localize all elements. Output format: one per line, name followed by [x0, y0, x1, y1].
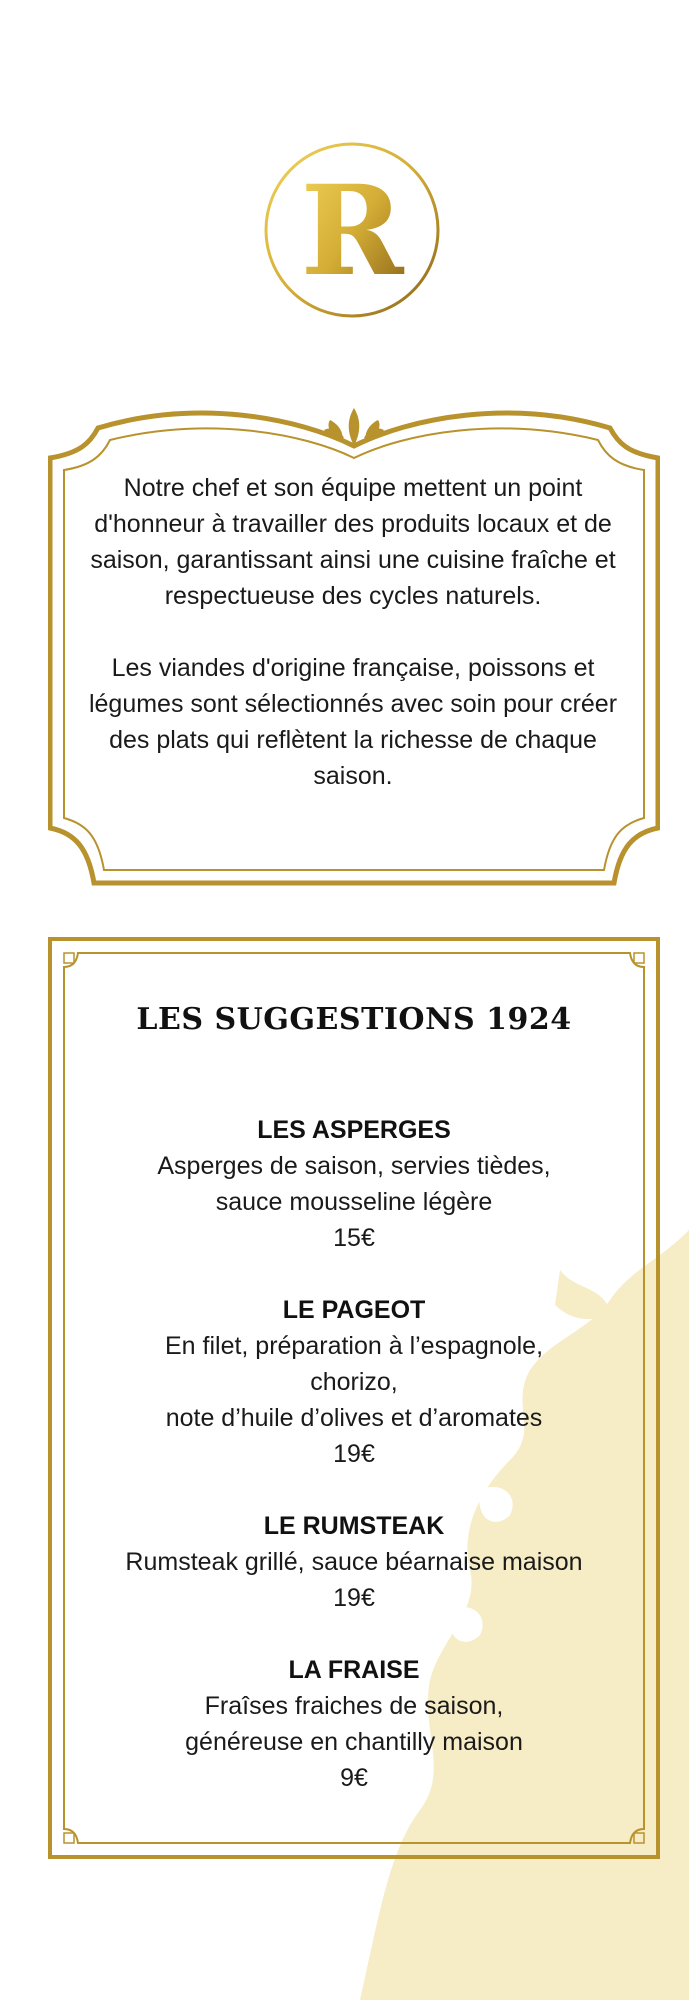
dish-name: LA FRAISE — [288, 1656, 420, 1684]
dish-name: LES ASPERGES — [257, 1116, 451, 1144]
dish-price: 19€ — [333, 1584, 375, 1612]
dish-item — [60, 1292, 648, 1472]
intro-text — [88, 470, 618, 830]
dish-name: LE RUMSTEAK — [263, 1512, 445, 1540]
intro-paragraph: Les viandes d'origine française, poissons et légumes sont sélectionnés avec soin pour créer des plats qui reflètent la richesse de chaque saison. — [88, 654, 618, 790]
brand-logo — [262, 140, 442, 320]
dish-description: sauce mousseline légère — [215, 1188, 493, 1216]
dish-item — [60, 1508, 648, 1616]
dish-name: LE PAGEOT — [282, 1296, 426, 1324]
logo-letter: R — [300, 159, 404, 304]
dish-description: note d’huile d’olives et d’aromates — [165, 1404, 543, 1432]
dish-price: 9€ — [340, 1764, 368, 1792]
dish-list — [60, 1112, 648, 1832]
dish-price: 19€ — [333, 1440, 375, 1468]
suggestions-title: LES SUGGESTIONS 1924 — [136, 1002, 572, 1037]
intro-paragraph: Notre chef et son équipe mettent un point d'honneur à travailler des produits locaux et de saison, garantissant ainsi une cuisine fraîche et respectueuse des cycles naturels. — [90, 474, 616, 610]
dish-price: 15€ — [333, 1224, 375, 1252]
dish-item — [60, 1652, 648, 1796]
dish-description: généreuse en chantilly maison — [185, 1728, 523, 1756]
dish-item — [60, 1112, 648, 1256]
dish-description: Asperges de saison, servies tièdes, — [157, 1152, 551, 1180]
dish-description: Fraîses fraiches de saison, — [204, 1692, 504, 1720]
dish-description: Rumsteak grillé, sauce béarnaise maison — [125, 1548, 583, 1576]
dish-description: En filet, préparation à l’espagnole, — [164, 1332, 544, 1360]
dish-description: chorizo, — [310, 1368, 398, 1396]
